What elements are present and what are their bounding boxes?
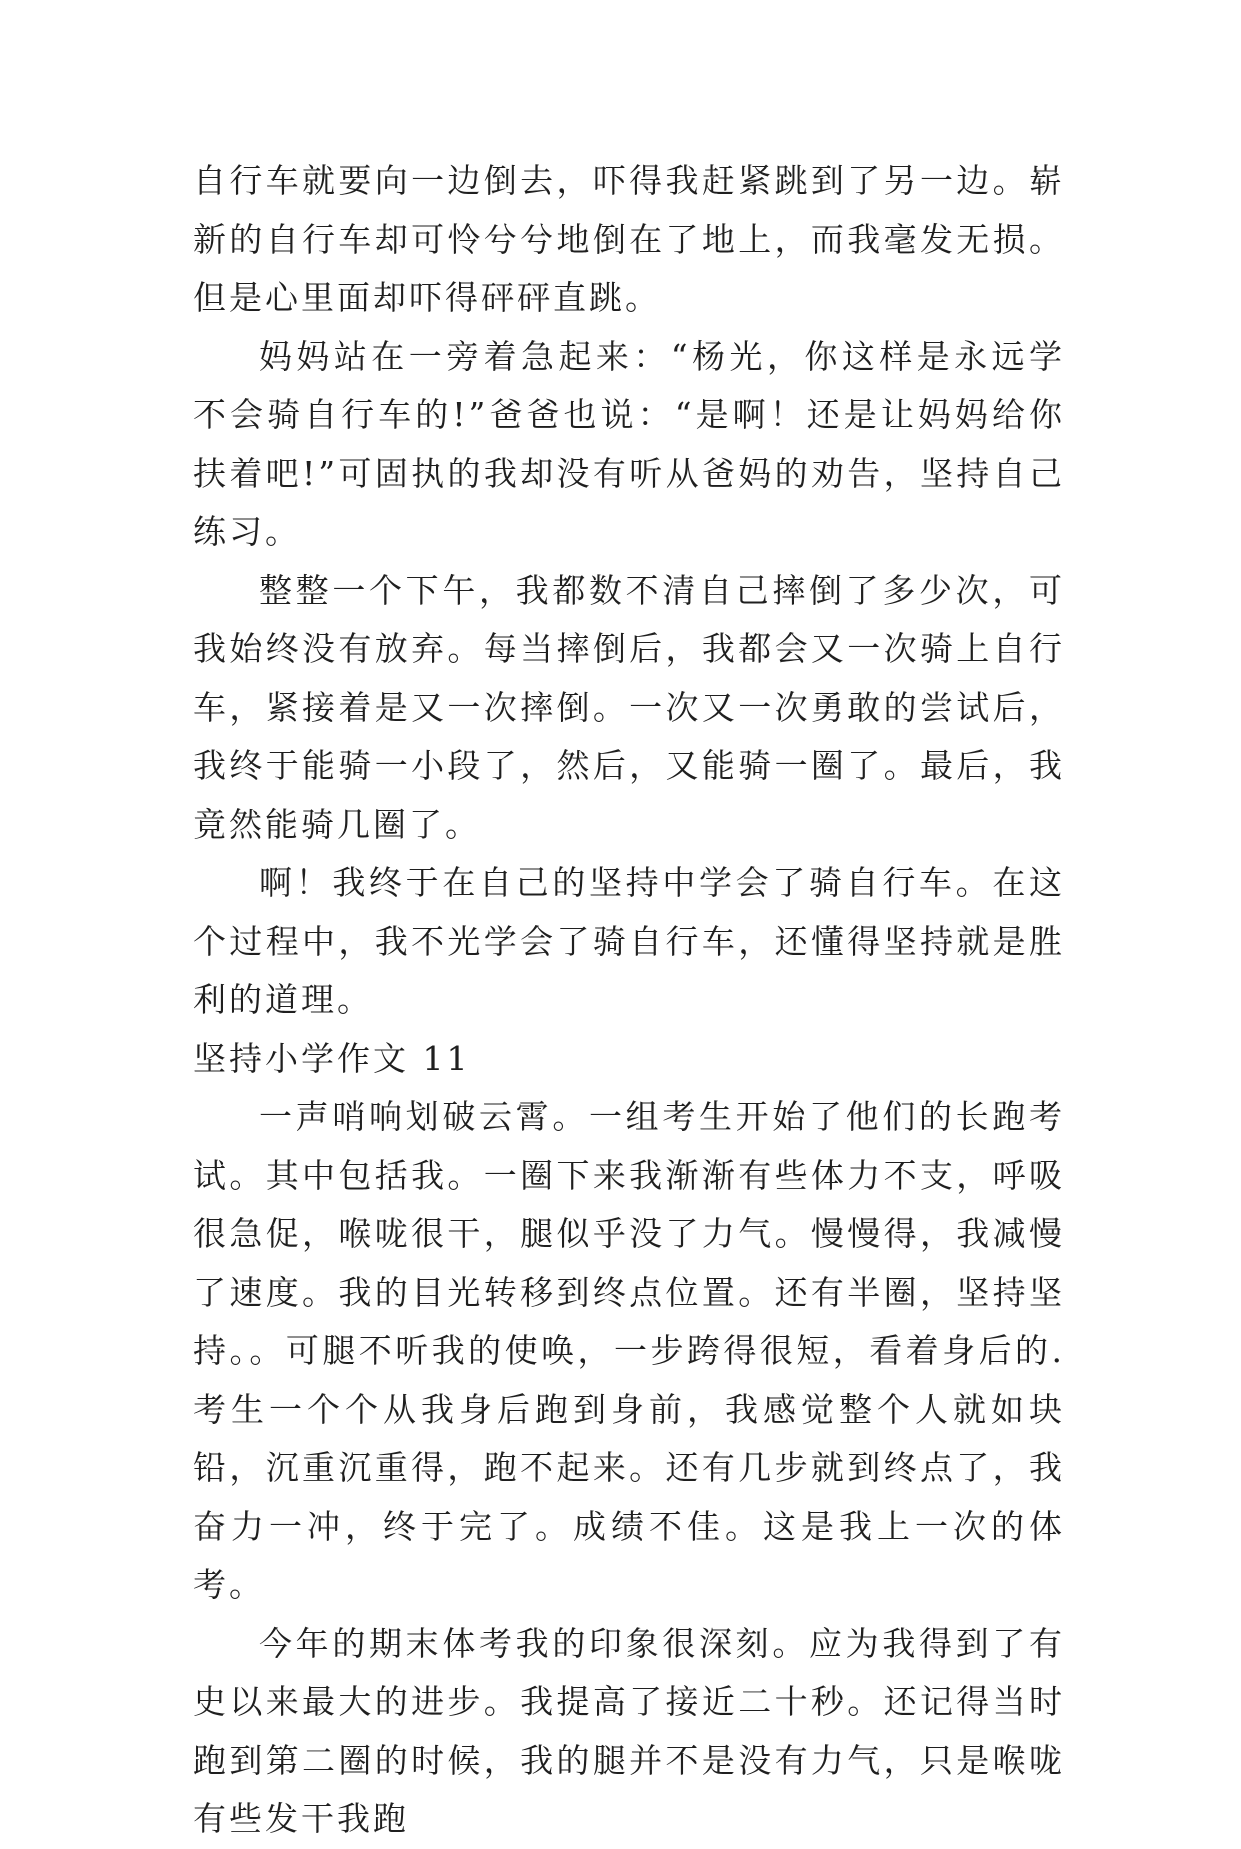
document-body: [193, 152, 1065, 1849]
paragraph-continued: 自行车就要向一边倒去，吓得我赶紧跳到了另一边。崭新的自行车却可怜兮兮地倒在了地上，而我毫发无损。但是心里面却吓得砰砰直跳。: [193, 161, 1065, 317]
paragraph: 妈妈站在一旁着急起来：“杨光，你这样是永远学不会骑自行车的!”爸爸也说：“是啊！还是让妈妈给你扶着吧!”可固执的我却没有听从爸妈的劝告，坚持自己练习。: [193, 336, 1065, 551]
paragraph: 整整一个下午，我都数不清自己摔倒了多少次，可我始终没有放弃。每当摔倒后，我都会又一次骑上自行车，紧接着是又一次摔倒。一次又一次勇敢的尝试后，我终于能骑一小段了，然后，又能骑一圈了。最后，我竟然能骑几圈了。: [193, 570, 1065, 844]
paragraph: 啊！我终于在自己的坚持中学会了骑自行车。在这个过程中，我不光学会了骑自行车，还懂得坚持就是胜利的道理。: [193, 863, 1065, 1019]
paragraph: 今年的期末体考我的印象很深刻。应为我得到了有史以来最大的进步。我提高了接近二十秒。还记得当时跑到第二圈的时候，我的腿并不是没有力气，只是喉咙有些发干我跑: [193, 1623, 1065, 1838]
paragraph: 一声哨响划破云霄。一组考生开始了他们的长跑考试。其中包括我。一圈下来我渐渐有些体力不支，呼吸很急促，喉咙很干，腿似乎没了力气。慢慢得，我减慢了速度。我的目光转移到终点位置。还有半圈，坚持坚持。。可腿不听我的使唤，一步跨得很短，看着身后的.考生一个个从我身后跑到身前，我感觉整个人就如块铅，沉重沉重得，跑不起来。还有几步就到终点了，我奋力一冲，终于完了。成绩不佳。这是我上一次的体考。: [193, 1097, 1065, 1604]
essay-heading: 坚持小学作文 11: [193, 1038, 471, 1078]
